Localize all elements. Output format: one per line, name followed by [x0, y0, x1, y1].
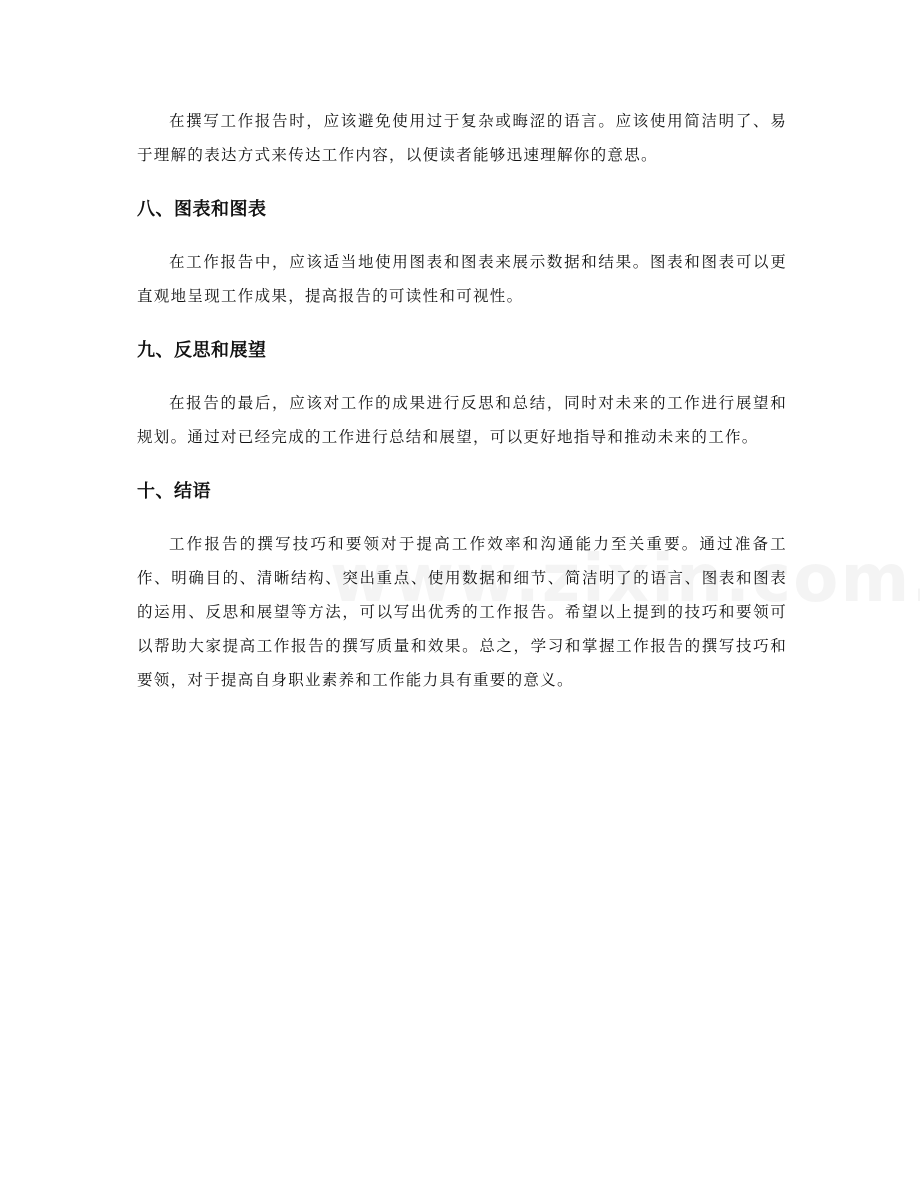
section-paragraph-charts: 在工作报告中，应该适当地使用图表和图表来展示数据和结果。图表和图表可以更直观地呈现工作成果，提高报告的可读性和可视性。 — [137, 253, 787, 305]
section-paragraph-conclusion: 工作报告的撰写技巧和要领对于提高工作效率和沟通能力至关重要。通过准备工作、明确目的、清晰结构、突出重点、使用数据和细节、简洁明了的语言、图表和图表的运用、反思和展望等方法，可以写出优秀的工作报告。希望以上提到的技巧和要领可以帮助大家提高工作报告的撰写质量和效果。总之，学习和掌握工作报告的撰写技巧和要领，对于提高自身职业素养和工作能力具有重要的意义。 — [137, 535, 787, 689]
section-paragraph-reflection: 在报告的最后，应该对工作的成果进行反思和总结，同时对未来的工作进行展望和规划。通过对已经完成的工作进行总结和展望，可以更好地指导和推动未来的工作。 — [137, 394, 787, 446]
section-heading-reflection: 九、反思和展望 — [137, 340, 267, 361]
intro-paragraph: 在撰写工作报告时，应该避免使用过于复杂或晦涩的语言。应该使用简洁明了、易于理解的表达方式来传达工作内容，以便读者能够迅速理解你的意思。 — [137, 112, 787, 164]
section-heading-conclusion: 十、结语 — [137, 481, 211, 502]
document-body — [137, 104, 787, 697]
section-heading-charts: 八、图表和图表 — [137, 199, 267, 220]
